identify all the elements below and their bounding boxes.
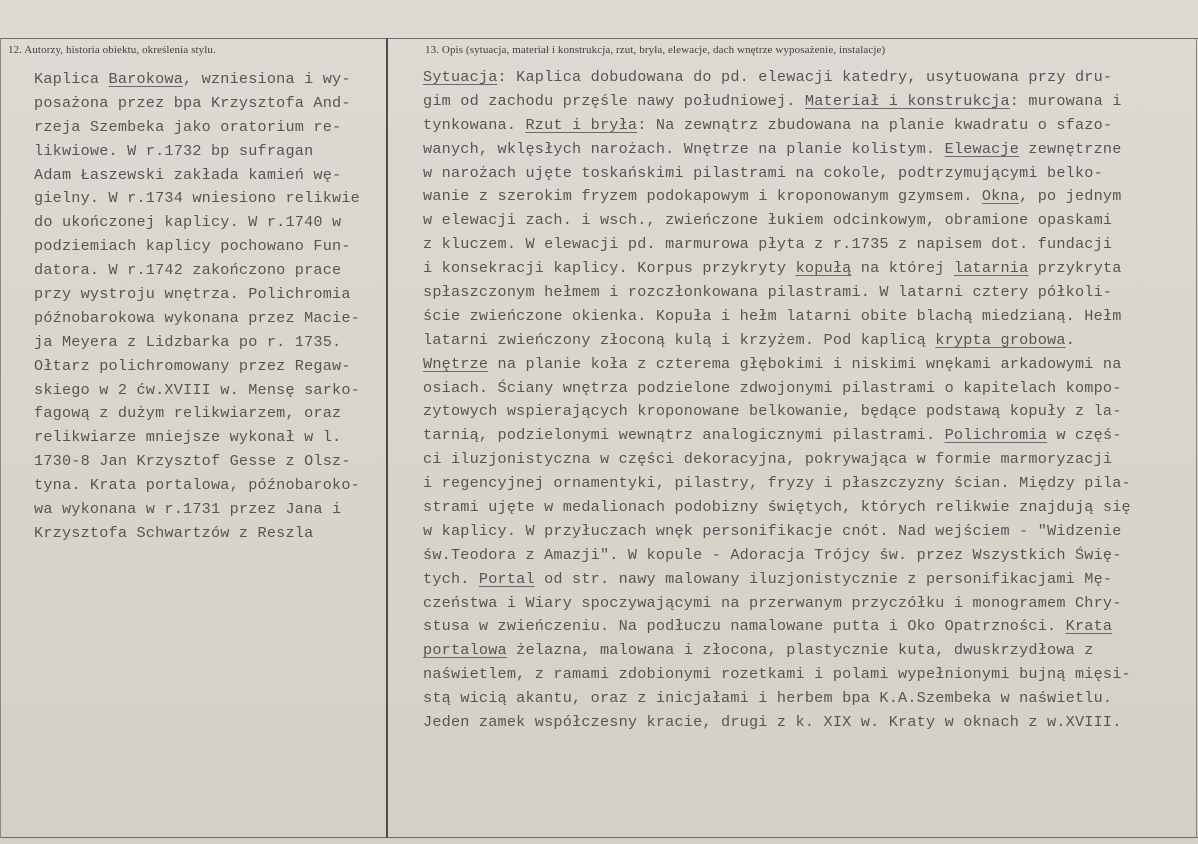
underlined-term: Sytuacja xyxy=(423,68,498,86)
text-line xyxy=(423,257,1193,281)
text-run: ci iluzjonistyczna w części dekoracyjna, pokrywająca w formie marmoryzacji xyxy=(423,450,1113,469)
text-run: Jeden zamek współczesny kracie, drugi z k. XIX w. Kraty w oknach z w.XVIII. xyxy=(423,713,1122,732)
text-line xyxy=(423,400,1193,424)
text-run: i konsekracji kaplicy. Korpus przykryty xyxy=(423,259,796,278)
text-run: : Kaplica dobudowana do pd. elewacji katedry, usytuowana przy dru- xyxy=(497,68,1113,86)
text-line xyxy=(423,711,1193,735)
text-line xyxy=(34,402,384,426)
text-line xyxy=(34,116,384,140)
text-run: 1730-8 Jan Krzysztof Gesse z Olsz- xyxy=(34,452,351,471)
text-line xyxy=(423,496,1193,520)
text-run: relikwiarze mniejsze wykonał w l. xyxy=(34,428,342,447)
text-line xyxy=(34,426,384,450)
header-divider xyxy=(0,38,1198,39)
text-run: na planie koła z czterema głębokimi i niskimi wnękami arkadowymi na xyxy=(488,354,1122,373)
text-run: tych. xyxy=(423,569,479,588)
text-line xyxy=(423,233,1193,257)
text-run: tarnią, podzielonymi wewnątrz analogicznymi pilastrami. xyxy=(423,426,945,445)
text-line xyxy=(34,211,384,235)
text-run: Krzysztofa Schwartzów z Reszla xyxy=(34,523,314,542)
text-run: wanie z szerokim fryzem podokapowym i kroponowanym gzymsem. xyxy=(423,187,982,206)
text-line xyxy=(423,424,1193,448)
text-run: skiego w 2 ćw.XVIII w. Mensę sarko- xyxy=(34,380,360,399)
text-line xyxy=(423,114,1193,138)
text-run: Adam Łaszewski zakłada kamień wę- xyxy=(34,165,342,184)
text-line xyxy=(34,522,384,546)
text-run: podziemiach kaplicy pochowano Fun- xyxy=(34,237,351,256)
bottom-border xyxy=(0,837,1198,838)
text-run: wanych, wklęsłych narożach. Wnętrze na planie kolistym. xyxy=(423,139,945,158)
text-run: św.Teodora z Amazji". W kopule - Adoracja Trójcy św. przez Wszystkich Świę- xyxy=(423,545,1122,564)
text-line xyxy=(423,520,1193,544)
underlined-term: krypta grobowa xyxy=(935,330,1066,349)
underlined-term: kopułą xyxy=(795,259,852,278)
text-run: zewnętrzne xyxy=(1019,139,1122,158)
section-12-text xyxy=(34,68,384,546)
text-run: Ołtarz polichromowany przez Regaw- xyxy=(34,356,351,375)
section-13-text xyxy=(423,66,1193,735)
text-line xyxy=(423,329,1193,353)
text-run: na której xyxy=(851,259,954,278)
text-run: czeństwa i Wiary spoczywającymi na przerwanym przyczółku i monogramem Chry- xyxy=(423,593,1122,612)
column-divider xyxy=(386,38,388,838)
text-line xyxy=(34,68,384,92)
text-run: wa wykonana w r.1731 przez Jana i xyxy=(34,500,342,519)
section-13-header: 13. Opis (sytuacja, materiał i konstrukcja, rzut, bryła, elewacje, dach wnętrze wyposażenie, instalacje) xyxy=(425,44,886,56)
text-line xyxy=(423,472,1193,496)
text-line xyxy=(423,568,1193,592)
text-line xyxy=(423,687,1193,711)
text-run: z kluczem. W elewacji pd. marmurowa płyta z r.1735 z napisem dot. fundacji xyxy=(423,235,1113,254)
text-line xyxy=(34,331,384,355)
text-run: do ukończonej kaplicy. W r.1740 w xyxy=(34,213,342,232)
text-line xyxy=(423,281,1193,305)
text-run: zytowych wspierających kroponowane belkowanie, będące podstawą kopuły z la- xyxy=(423,402,1122,421)
text-run: . xyxy=(1065,330,1076,349)
text-line xyxy=(423,448,1193,472)
underlined-term: Elewacje xyxy=(944,139,1020,158)
left-border xyxy=(0,38,1,838)
underlined-term: Rzut i bryła xyxy=(525,115,638,134)
text-run: Kaplica xyxy=(34,70,109,88)
text-run: : Na zewnątrz zbudowana na planie kwadratu o sfazo- xyxy=(637,115,1113,134)
section-12-header: 12. Autorzy, historia obiektu, określenia stylu. xyxy=(8,44,216,56)
text-line xyxy=(423,663,1193,687)
text-run: gielny. W r.1734 wniesiono relikwie xyxy=(34,189,360,208)
text-run: tynkowana. xyxy=(423,115,526,134)
text-line xyxy=(34,379,384,403)
text-line xyxy=(34,498,384,522)
text-run: likwiowe. W r.1732 bp sufragan xyxy=(34,141,314,160)
text-run: latarni zwieńczony złoconą kulą i krzyżem. Pod kaplicą xyxy=(423,330,936,349)
text-line xyxy=(34,474,384,498)
text-run: w kaplicy. W przyłuczach wnęk personifikacje cnót. Nad wejściem - "Widzenie xyxy=(423,521,1122,540)
text-run: stą wicią akantu, oraz z inicjałami i herbem bpa K.A.Szembeka w naświetlu. xyxy=(423,689,1113,708)
text-run: rzeja Szembeka jako oratorium re- xyxy=(34,117,342,136)
text-run: osiach. Ściany wnętrza podzielone zdwojonymi pilastrami o kapitelach kompo- xyxy=(423,378,1122,397)
text-line xyxy=(34,283,384,307)
text-line xyxy=(423,162,1193,186)
text-line xyxy=(34,355,384,379)
text-line xyxy=(34,307,384,331)
text-line xyxy=(423,66,1193,90)
text-run: ja Meyera z Lidzbarka po r. 1735. xyxy=(34,332,342,351)
text-run: datora. W r.1742 zakończono prace xyxy=(34,261,342,280)
text-run: , wzniesiona i wy- xyxy=(183,70,351,88)
text-run: przykryta xyxy=(1028,259,1122,278)
text-line xyxy=(34,164,384,188)
text-run: w elewacji zach. i wsch., zwieńczone łukiem odcinkowym, obramione opaskami xyxy=(423,211,1113,230)
text-run: tyna. Krata portalowa, późnobaroko- xyxy=(34,476,360,495)
text-line xyxy=(34,92,384,116)
text-run: : murowana i xyxy=(1009,91,1122,110)
text-line xyxy=(34,235,384,259)
underlined-term: latarnia xyxy=(953,259,1029,278)
text-run: od str. nawy malowany iluzjonistycznie z personifikacjami Mę- xyxy=(534,569,1113,588)
text-run: spłaszczonym hełmem i rozczłonkowana pilastrami. W latarni cztery półkoli- xyxy=(423,283,1113,302)
text-line xyxy=(34,259,384,283)
text-line xyxy=(423,544,1193,568)
underlined-term: portalowa xyxy=(423,641,507,660)
text-run: żelazna, malowana i złocona, plastycznie kuta, dwuskrzydłowa z xyxy=(506,641,1094,660)
text-run: w narożach ujęte toskańskimi pilastrami na cokole, podtrzymującymi belko- xyxy=(423,163,1103,182)
text-run: późnobarokowa wykonana przez Macie- xyxy=(34,308,360,327)
underlined-term: Materiał i konstrukcja xyxy=(804,91,1010,110)
text-run: przy wystroju wnętrza. Polichromia xyxy=(34,285,351,304)
text-line xyxy=(423,592,1193,616)
text-line xyxy=(423,615,1193,639)
text-line xyxy=(423,185,1193,209)
text-run: , po jednym xyxy=(1019,187,1122,206)
text-line xyxy=(423,353,1193,377)
text-run: ście zwieńczone okienka. Kopuła i hełm latarni obite blachą miedzianą. Hełm xyxy=(423,306,1122,325)
text-run: w częś- xyxy=(1047,426,1122,445)
underlined-term: Barokowa xyxy=(108,70,184,88)
text-line xyxy=(423,639,1193,663)
text-line xyxy=(423,305,1193,329)
text-line xyxy=(423,209,1193,233)
text-line xyxy=(423,377,1193,401)
text-run: fagową z dużym relikwiarzem, oraz xyxy=(34,404,342,423)
underlined-term: Polichromia xyxy=(944,426,1048,445)
text-line xyxy=(34,450,384,474)
underlined-term: Portal xyxy=(478,569,535,588)
text-line xyxy=(34,140,384,164)
text-run: posażona przez bpa Krzysztofa And- xyxy=(34,93,351,112)
text-run: gim od zachodu przęśle nawy południowej. xyxy=(423,91,805,110)
text-line xyxy=(423,90,1193,114)
right-border xyxy=(1196,38,1197,838)
underlined-term: Okna xyxy=(981,187,1020,206)
text-run: strami ujęte w medalionach podobizny świętych, których relikwie znajdują się xyxy=(423,498,1131,517)
underlined-term: Krata xyxy=(1065,617,1113,636)
underlined-term: Wnętrze xyxy=(423,354,489,373)
text-line xyxy=(423,138,1193,162)
text-line xyxy=(34,187,384,211)
text-run: naświetlem, z ramami zdobionymi rozetkami i polami wypełnionymi bujną mięsi- xyxy=(423,665,1131,684)
text-run: stusa w zwieńczeniu. Na podłuczu namalowane putta i Oko Opatrzności. xyxy=(423,617,1066,636)
text-run: i regencyjnej ornamentyki, pilastry, fryzy i płaszczyzny ścian. Między pila- xyxy=(423,474,1131,493)
